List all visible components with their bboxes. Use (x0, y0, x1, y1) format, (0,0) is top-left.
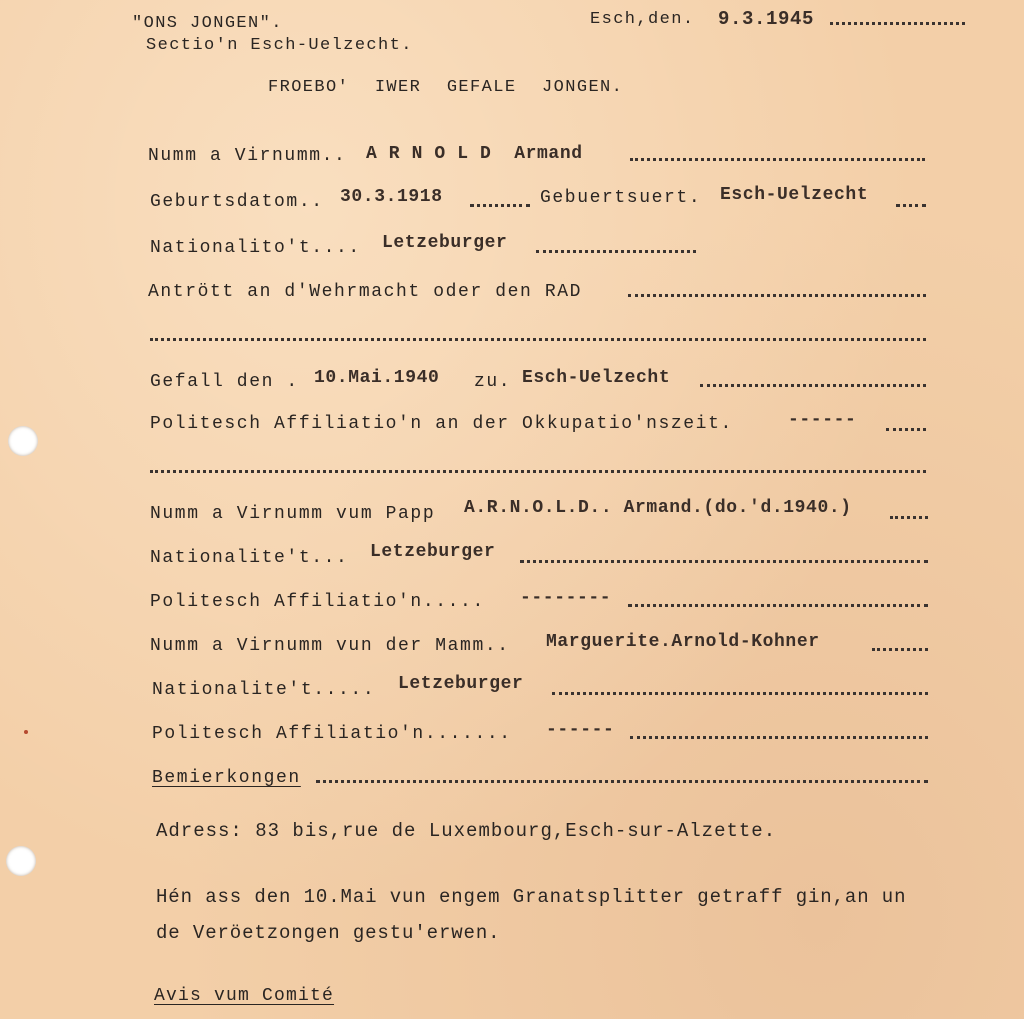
org-name: "ONS JONGEN". (132, 14, 283, 33)
place-date-label: Esch,den. (590, 10, 695, 29)
committee-label: Avis vum Comité (154, 986, 335, 1006)
birthplace-dots (896, 204, 926, 207)
father-name-dots (890, 516, 928, 519)
father-political-label: Politesch Affiliatio'n..... (150, 592, 485, 612)
birthdate-label: Geburtsdatom.. (150, 192, 324, 212)
fallen-at: zu. (474, 372, 512, 392)
birthdate-dots (470, 204, 530, 207)
punch-hole-bottom (6, 846, 36, 876)
birthplace-value: Esch-Uelzecht (720, 185, 869, 205)
name-dots (630, 158, 925, 161)
remark-line-1: Hén ass den 10.Mai vun engem Granatsplitter getraff gin,an un (156, 886, 907, 908)
fallen-label: Gefall den . (150, 372, 299, 392)
remarks-dots (316, 780, 928, 783)
father-political-value: -------- (520, 588, 612, 608)
document-date: 9.3.1945 (718, 8, 815, 30)
entry-dots-line2 (150, 338, 926, 341)
political-dots (886, 428, 926, 431)
fallen-date: 10.Mai.1940 (314, 368, 440, 388)
father-nationality-dots (520, 560, 928, 563)
father-political-dots (628, 604, 928, 607)
remark-line-2: de Veröetzongen gestu'erwen. (156, 922, 501, 944)
remarks-label: Bemierkongen (152, 768, 301, 788)
form-title: FROEBO' IWER GEFALE JONGEN. (268, 78, 624, 97)
address-line: Adress: 83 bis,rue de Luxembourg,Esch-sur-Alzette. (156, 820, 777, 842)
political-label: Politesch Affiliatio'n an der Okkupatio'nszeit. (150, 414, 733, 434)
mother-name-label: Numm a Virnumm vun der Mamm.. (150, 636, 510, 656)
mother-nationality-dots (552, 692, 928, 695)
father-nationality-value: Letzeburger (370, 542, 496, 562)
name-value: A R N O L D Armand (366, 144, 583, 164)
punch-hole-top (8, 426, 38, 456)
mother-name-value: Marguerite.Arnold-Kohner (546, 632, 820, 652)
birthplace-label: Gebuertsuert. (540, 188, 702, 208)
fallen-place: Esch-Uelzecht (522, 368, 671, 388)
mother-political-label: Politesch Affiliatio'n....... (152, 724, 512, 744)
nationality-dots (536, 250, 696, 253)
mother-nationality-label: Nationalite't..... (152, 680, 376, 700)
mother-political-value: ------ (546, 720, 615, 740)
entry-label: Antrött an d'Wehrmacht oder den RAD (148, 282, 583, 302)
entry-dots (628, 294, 926, 297)
political-dots-line2 (150, 470, 926, 473)
date-dots (830, 22, 965, 25)
mother-name-dots (872, 648, 928, 651)
mother-nationality-value: Letzeburger (398, 674, 524, 694)
father-nationality-label: Nationalite't... (150, 548, 349, 568)
section-name: Sectio'n Esch-Uelzecht. (146, 36, 413, 55)
political-value: ------ (788, 410, 857, 430)
fallen-dots (700, 384, 926, 387)
father-name-value: A.R.N.O.L.D.. Armand.(do.'d.1940.) (464, 498, 852, 518)
nationality-value: Letzeburger (382, 233, 508, 253)
father-name-label: Numm a Virnumm vum Papp (150, 504, 436, 524)
name-label: Numm a Virnumm.. (148, 146, 347, 166)
paper-mark (24, 730, 28, 734)
mother-political-dots (630, 736, 928, 739)
nationality-label: Nationalito't.... (150, 238, 361, 258)
birthdate-value: 30.3.1918 (340, 187, 443, 207)
